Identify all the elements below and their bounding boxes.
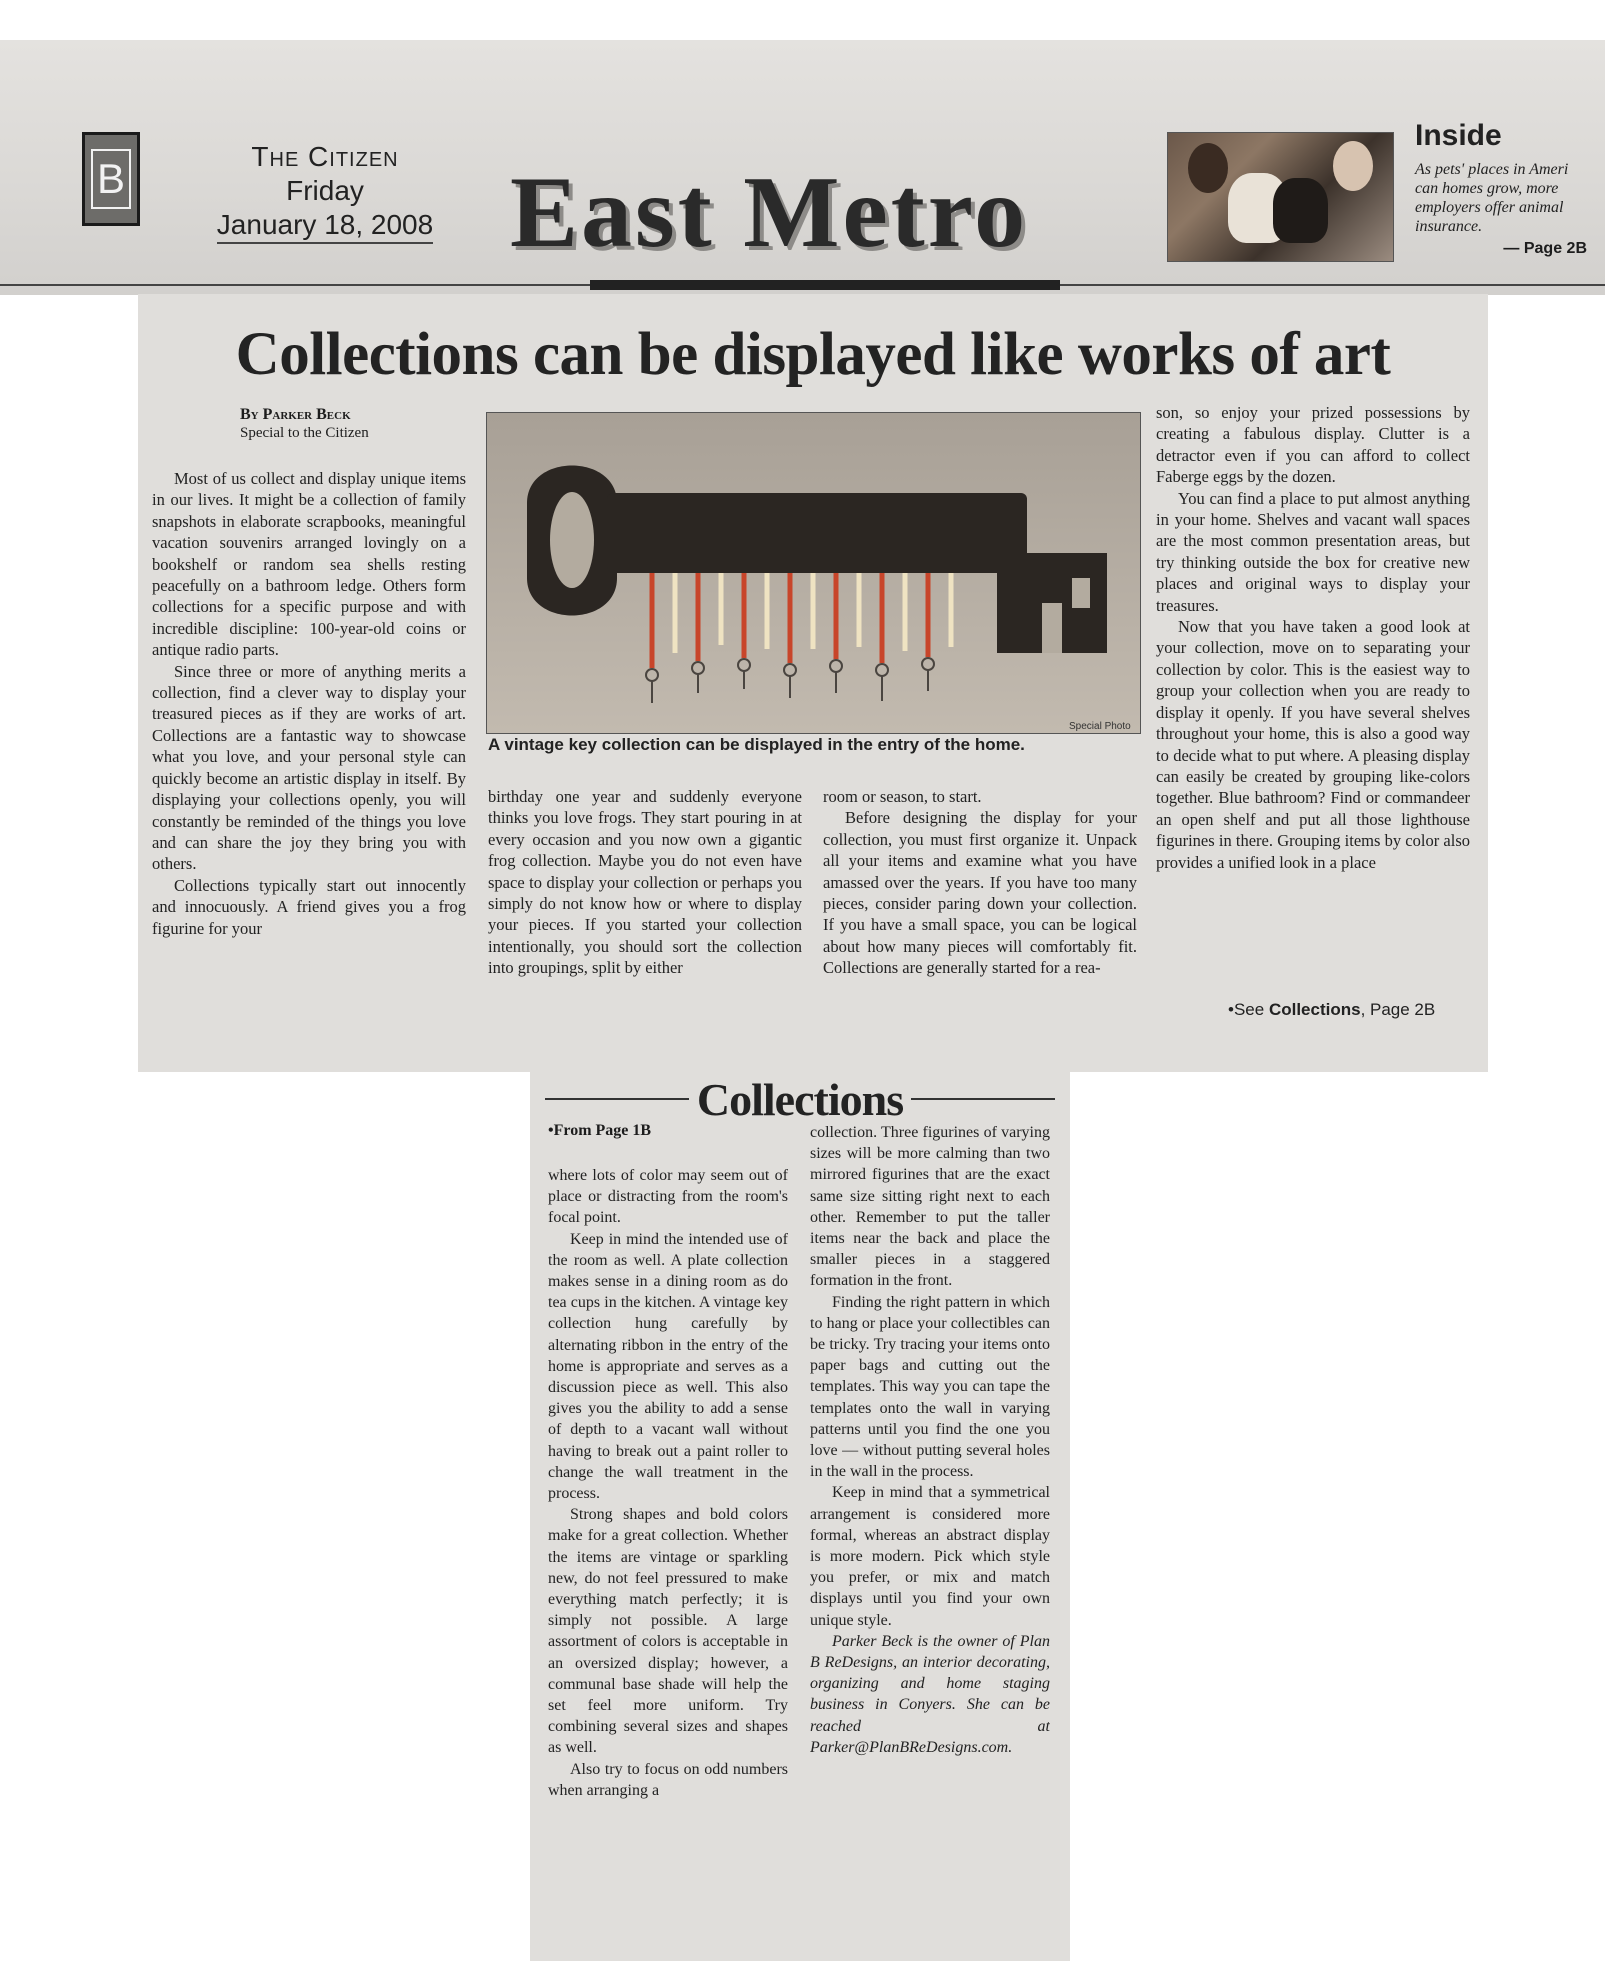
paragraph: Most of us collect and display unique items in our lives. It might be a collection of family snapshots in elaborate scrapbooks, meaningful vacation souvenirs arranged lovingly on a bookshelf or random sea shells resting peacefully on a bathroom ledge. Others form collections for a specific purpose and with incredible discipline: 100-year-old coins or antique radio parts. — [152, 469, 466, 660]
jump-heading: Collections — [696, 1073, 904, 1125]
paragraph: You can find a place to put almost anything in your home. Shelves and vacant wall spaces are the most common presentation areas, but try thinking outside the box for creative new places and original ways to display your treasures. — [1156, 488, 1470, 615]
byline-sub: Special to the Citizen — [240, 425, 369, 441]
article-column-2 — [488, 786, 802, 1026]
byline-author: By Parker Beck — [240, 406, 351, 423]
paper-day: Friday — [286, 175, 364, 206]
paragraph: Keep in mind the intended use of the room as well. A plate collection makes sense in a dining room as do tea cups in the kitchen. A vintage key collection hung carefully by alternating ribbon in the entry of the home is appropriate and serves as a discussion piece as well. This also gives you the ability to add a sense of depth to a vacant wall without having to break out a paint roller to change the wall treatment in the process. — [548, 1230, 788, 1503]
author-bio: Parker Beck is the owner of Plan B ReDesigns, an interior decorating, organizing and home staging business in Conyers. She can be reached at Parker@PlanBReDesigns.com. — [810, 1632, 1050, 1756]
masthead — [0, 40, 1605, 295]
masthead-bar — [590, 280, 1060, 290]
byline — [240, 406, 440, 442]
paper-date: January 18, 2008 — [217, 208, 433, 244]
jump-column-1 — [548, 1165, 788, 1955]
article-column-4 — [1156, 402, 1470, 994]
from-reference: •From Page 1B — [548, 1122, 652, 1139]
front-article — [138, 294, 1488, 1072]
section-badge — [82, 132, 140, 226]
paragraph: Keep in mind that a symmetrical arrangement is considered more formal, whereas an abstract display is more modern. Pick which style you prefer, or mix and match displays until you find your own unique style. — [810, 1484, 1050, 1629]
continuation-reference: •See Collections, Page 2B — [1228, 1000, 1436, 1019]
continuation-keyword: Collections — [1268, 1000, 1361, 1019]
inside-teaser-photo — [1167, 132, 1394, 262]
article-column-3 — [823, 786, 1137, 1026]
title-rule-left — [545, 1098, 689, 1100]
section-title: East Metro — [510, 156, 1029, 269]
headline: Collections can be displayed like works of art — [235, 321, 1391, 388]
jump-article — [530, 1065, 1070, 1961]
photo-caption: A vintage key collection can be displayed in the entry of the home. — [488, 735, 1025, 754]
title-rule-right — [911, 1098, 1055, 1100]
photo-credit: Special Photo — [1069, 721, 1131, 732]
paragraph: birthday one year and suddenly everyone thinks you love frogs. They start pouring in at every occasion and you now own a gigantic frog collection. Maybe you do not even have space to display your collection or perhaps you simply do not know how or where to display your pieces. If you started your collection intentionally, you should sort the collection into groupings, split by either — [488, 787, 802, 978]
key-collection-image — [487, 413, 1140, 733]
jump-title — [545, 1069, 1055, 1129]
paragraph: son, so enjoy your prized possessions by creating a fabulous display. Clutter is a detractor even if you can afford to collect Faberge eggs by the dozen. — [1156, 403, 1470, 487]
paragraph: Strong shapes and bold colors make for a great collection. Whether the items are vintage or sparkling new, do not feel pressured to make everything match perfectly; it is simply not possible. A large assortment of colors is acceptable in an oversized display; however, a communal base shade will help the set feel more uniform. Try combining several sizes and shapes as well. — [548, 1506, 788, 1757]
key-collection-photo — [486, 412, 1141, 734]
section-letter: B — [91, 149, 131, 209]
paragraph: where lots of color may seem out of place or distracting from the room's focal point. — [548, 1167, 788, 1227]
paragraph: Since three or more of anything merits a collection, find a clever way to display your treasured pieces as if they are works of art. Collections are a fantastic way to showcase what you love, and your personal style can quickly become an artistic display in itself. By displaying your collections openly, you will constantly be reminded of the things you love and can share the joy they bring you with others. — [152, 661, 466, 874]
paragraph: collection. Three figurines of varying sizes will be more calming than two mirrored figurines that are the exact same size sitting right next to each other. Remember to put the taller items near the back and place the smaller pieces in a staggered formation in the front. — [810, 1124, 1050, 1290]
paper-info — [210, 140, 440, 244]
inside-page-ref: — Page 2B — [1503, 240, 1587, 257]
paragraph: Also try to focus on odd numbers when arranging a — [548, 1760, 788, 1799]
paragraph: Before designing the display for your collection, you must first organize it. Unpack all your items and examine what you have amassed over the years. If you have too many pieces, consider paring down your collection. If you have a small space, you can be logical about how many pieces will comfortably fit. Collections are generally started for a rea- — [823, 808, 1137, 978]
paragraph: Collections typically start out innocently and innocuously. A friend gives you a frog figurine for your — [152, 875, 466, 938]
paper-name: The Citizen — [251, 141, 399, 172]
inside-teaser — [1415, 118, 1605, 258]
paragraph: Finding the right pattern in which to hang or place your collectibles can be tricky. Try tracing your items onto paper bags and cutting out the templates. This way you can tape the templates onto the wall in varying patterns until you find the one you love — without putting several holes in the wall in the process. — [810, 1293, 1050, 1481]
paragraph: room or season, to start. — [823, 787, 982, 806]
bleed-through-text — [40, 70, 1140, 150]
article-column-1 — [152, 468, 466, 1028]
inside-teaser-text: As pets' places in Ameri can homes grow, more employers offer animal insurance. — [1415, 161, 1569, 235]
inside-heading: Inside — [1415, 119, 1502, 152]
paragraph: Now that you have taken a good look at your collection, move on to separating your collection by color. This is the easiest way to group your collection when you are ready to display it openly. If you have several shelves throughout your home, this is also a good way to decide what to put where. A pleasing display can easily be created by grouping like-colors together. Blue bathroom? Find or commandeer an open shelf and put all those lighthouse figurines in there. Grouping items by color also provides a unified look in a place — [1156, 617, 1470, 872]
jump-column-2 — [810, 1122, 1050, 1952]
